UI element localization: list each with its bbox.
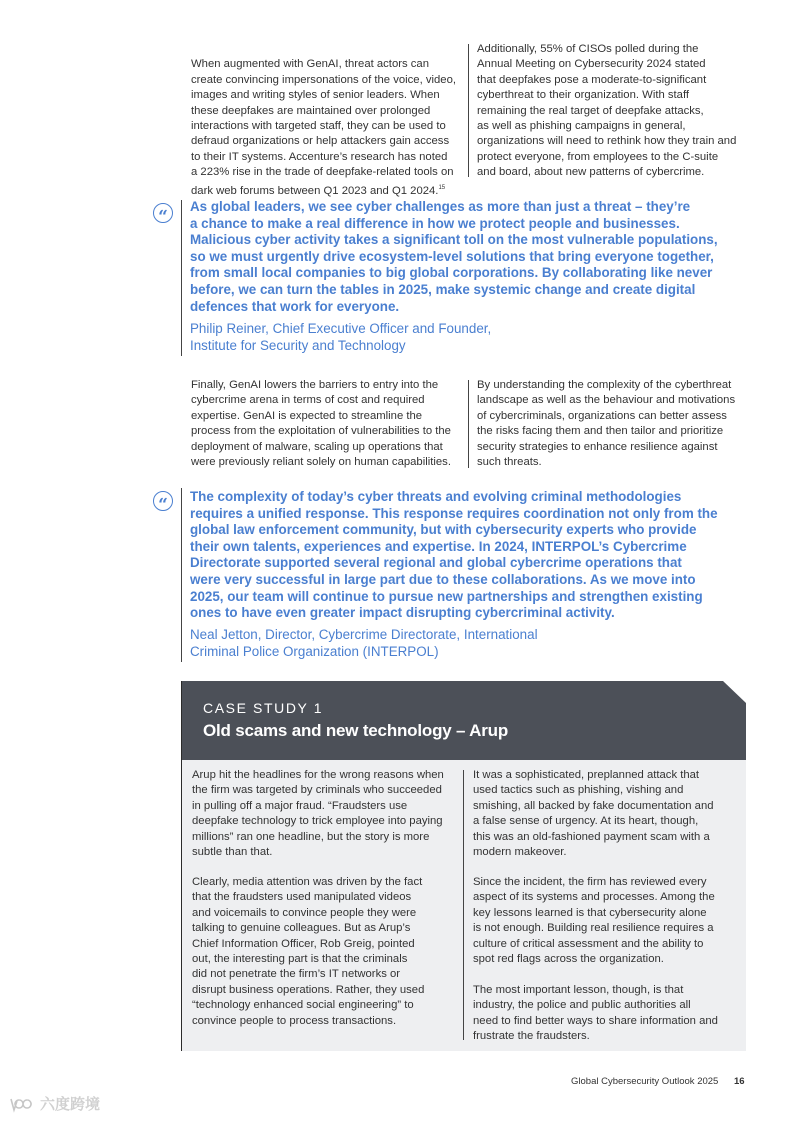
top-right-paragraph: Additionally, 55% of CISOs polled during the Annual Meeting on Cybersecurity 2024 stated that deepfakes pose a moderate-to-significant cyberthreat to their organization. With staff remaining the real target of deepfake attacks, as well as phishing campaigns in general, organizations will need to rethink how they train and protect everyone, from employees to the C-suite and board, about new patterns of cybercrime. — [477, 43, 737, 179]
quote-2-attribution: Neal Jetton, Director, Cybercrime Directorate, International Criminal Police Organization (INTERPOL) — [190, 627, 538, 659]
column-divider — [463, 770, 464, 1040]
case-right-paragraph-2: Since the incident, the firm has reviewed every aspect of its systems and processes. Among the key lessons learned is that cybersecurity alone is not enough. Building real resilience requires a culture of critical assessment and the ability to spot red flags across the organization. — [473, 876, 715, 966]
quote-1-text: As global leaders, we see cyber challenges as more than just a threat – they’re a chance to make a real difference in how we protect people and businesses. Malicious cyber activity takes a significant toll on the most vulnerable populations, so we must urgently drive ecosystem-level solutions that bring everyone together, from small local companies to big global corporations. By collaborating like never before, we can turn the tables in 2025, make systemic change and create digital defences that work for everyone. — [190, 199, 718, 314]
case-left-paragraph-2: Clearly, media attention was driven by the fact that the fraudsters used manipulated videos and voicemails to convince people they were talking to genuine colleagues. But as Arup’s Chief Information Officer, Rob Greig, pointed out, the interesting part is that the criminals did not penetrate the firm’s IT networks or disrupt business operations. Rather, they used “technology enhanced social engineering” to convince people to process transactions. — [192, 876, 425, 1027]
column-divider — [468, 380, 469, 468]
quote-icon: “ — [153, 203, 173, 223]
case-right-paragraph-1: It was a sophisticated, preplanned attack that used tactics such as phishing, vishing and smishing, all backed by fake documentation and a false sense of urgency. At its heart, though, this was an old-fashioned payment scam with a modern makeover. — [473, 769, 714, 859]
case-study-rule — [181, 681, 182, 1051]
watermark — [8, 1093, 100, 1114]
case-study-label: CASE STUDY 1 — [203, 700, 324, 716]
middle-right-paragraph: By understanding the complexity of the cyberthreat landscape as well as the behaviour and motivations of cybercriminals, organizations can better assess the risks facing them and then tailor and prioritize security strategies to enhance resilience against such threats. — [477, 379, 736, 469]
case-left-paragraph-1: Arup hit the headlines for the wrong reasons when the firm was targeted by criminals who succeeded in pulling off a major fraud. “Fraudsters use deepfake technology to trick employee into paying millions” ran one headline, but the story is more subtle than that. — [192, 769, 444, 859]
top-left-paragraph — [191, 42, 466, 199]
quote-rule — [181, 488, 182, 662]
quote-icon: “ — [153, 491, 173, 511]
case-right-paragraph-3: The most important lesson, though, is that industry, the police and public authorities all need to find better ways to share information and frustrate the fraudsters. — [473, 984, 718, 1043]
column-divider — [468, 44, 469, 177]
top-left-text: When augmented with GenAI, threat actors can create convincing impersonations of the voice, video, images and writing styles of senior leaders. When these deepfakes are maintained over prolonged interactions with targeted staff, they can be used to defraud organizations or help attackers gain access to their IT systems. Accenture’s research has noted a 223% rise in the trade of deepfake-related tools on dark web forums between Q1 2023 and Q1 2024. — [191, 58, 456, 197]
middle-left-paragraph: Finally, GenAI lowers the barriers to entry into the cybercrime arena in terms of cost and required expertise. GenAI is expected to streamline the process from the exploitation of vulnerabilities to the deployment of malware, scaling up operations that were previously reliant solely on human capabilities. — [191, 379, 451, 469]
watermark-logo-icon — [8, 1095, 36, 1113]
page-number: 16 — [734, 1076, 745, 1087]
watermark-text: 六度跨境 — [40, 1096, 101, 1113]
footer-title: Global Cybersecurity Outlook 2025 — [571, 1076, 719, 1087]
quote-1-attribution: Philip Reiner, Chief Executive Officer and Founder, Institute for Security and Technology — [190, 321, 492, 353]
quote-rule — [181, 200, 182, 356]
quote-2-text: The complexity of today’s cyber threats and evolving criminal methodologies requires a unified response. This response requires coordination not only from the global law enforcement community, but with cybersecurity experts who provide their own talents, experiences and expertise. In 2024, INTERPOL’s Cybercrime Directorate supported several regional and global cybercrime operations that were very successful in large part due to these collaborations. As we move into 2025, our team will continue to pursue new partnerships and strengthen existing ones to have even greater impact disrupting cybercriminal activity. — [190, 489, 718, 621]
footnote-ref[interactable]: 15 — [438, 184, 446, 191]
case-study-title: Old scams and new technology – Arup — [203, 721, 509, 740]
